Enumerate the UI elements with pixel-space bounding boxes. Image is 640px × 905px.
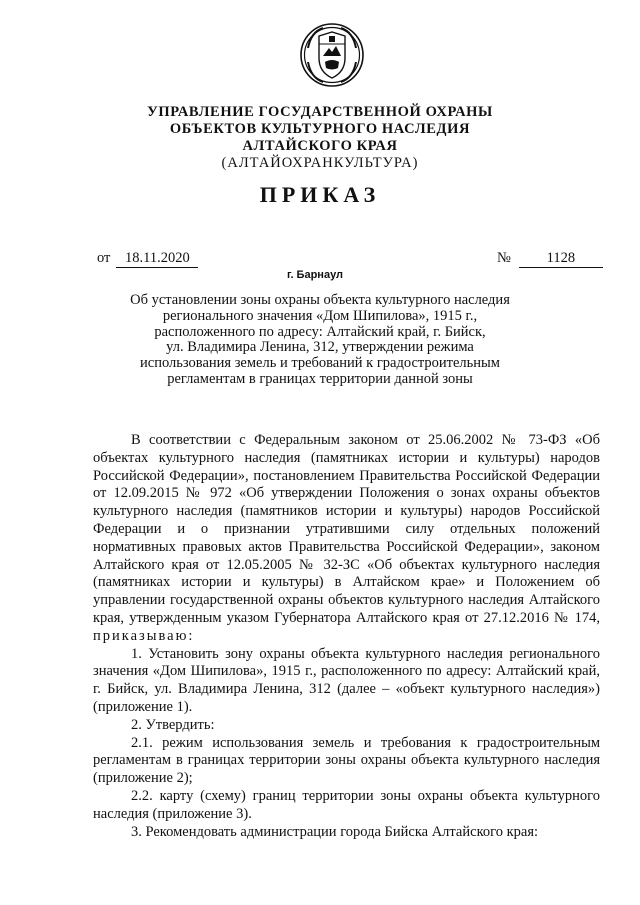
document-subject [110, 293, 530, 388]
subject-line: регламентам в границах территории данной зоны [167, 370, 473, 387]
subject-line: расположенного по адресу: Алтайский край, г. Бийск, [154, 323, 486, 340]
org-short-name: (АЛТАЙОХРАНКУЛЬТУРА) [221, 155, 419, 171]
subject-line: ул. Владимира Ленина, 312, утверждении режима [166, 339, 474, 356]
document-type-title: ПРИКАЗ [259, 182, 381, 207]
date-value: 18.11.2020 [116, 250, 198, 268]
org-name-line-3: АЛТАЙСКОГО КРАЯ [242, 138, 398, 154]
subject-line: использования земель и требований к градостроительным [140, 355, 500, 372]
subject-line: регионального значения «Дом Шипилова», 1915 г., [162, 307, 478, 324]
order-item-2-1: 2.1. режим использования земель и требования к градостроительным регламентам в границах территории зоны охраны объекта культурного наследия (приложение 2); [93, 734, 600, 787]
document-body [93, 432, 600, 841]
number-prefix: № [497, 250, 511, 266]
organization-header [100, 104, 540, 172]
order-item-1: 1. Установить зону охраны объекта культурного наследия регионального значения «Дом Шипилова», 1915 г., расположенного по адресу: Алтайский край, г. Бийск, ул. Владимира Ленина, 312 (далее – «объект культурного наследия») (приложение 1). [93, 645, 600, 715]
city-label: г. Барнаул [286, 269, 344, 281]
coat-of-arms-icon [299, 22, 365, 88]
order-item-3: 3. Рекомендовать администрации города Бийска Алтайского края: [131, 823, 539, 840]
order-item-2-2: 2.2. карту (схему) границ территории зоны охраны объекта культурного наследия (приложение 3). [93, 787, 600, 822]
preamble-paragraph [93, 432, 600, 646]
order-word: приказываю: [93, 627, 195, 644]
preamble-text: В соответствии с Федеральным законом от 25.06.2002 № 73-ФЗ «Об объектах культурного наследия (памятниках истории и культуры) народов Российской Федерации», постановлением Правительства Российской Федерации от 12.09.2015 № 972 «Об утверждении Положения о зонах охраны объектов культурного наследия (памятников истории и культуры) народов Российской Федерации и о признании утратившими силу отдельных положений нормативных правовых актов Правительства Российской Федерации», законом Алтайского края от 12.05.2005 № 32-ЗС «Об объектах культурного наследия (памятниках истории и культуры) в Алтайском крае» и Положением об управлении государственной охраны объектов культурного наследия Алтайского края, утвержденным указом Губернатора Алтайского края от 27.12.2016 № 174, [93, 432, 600, 626]
subject-line: Об установлении зоны охраны объекта культурного наследия [130, 292, 510, 308]
document-date [97, 250, 198, 268]
order-item-2: 2. Утвердить: [131, 716, 215, 733]
document-number [497, 250, 603, 268]
date-prefix: от [97, 250, 111, 266]
number-value: 1128 [519, 250, 603, 268]
org-name-line-2: ОБЪЕКТОВ КУЛЬТУРНОГО НАСЛЕДИЯ [169, 121, 471, 137]
org-name-line-1: УПРАВЛЕНИЕ ГОСУДАРСТВЕННОЙ ОХРАНЫ [147, 104, 493, 120]
